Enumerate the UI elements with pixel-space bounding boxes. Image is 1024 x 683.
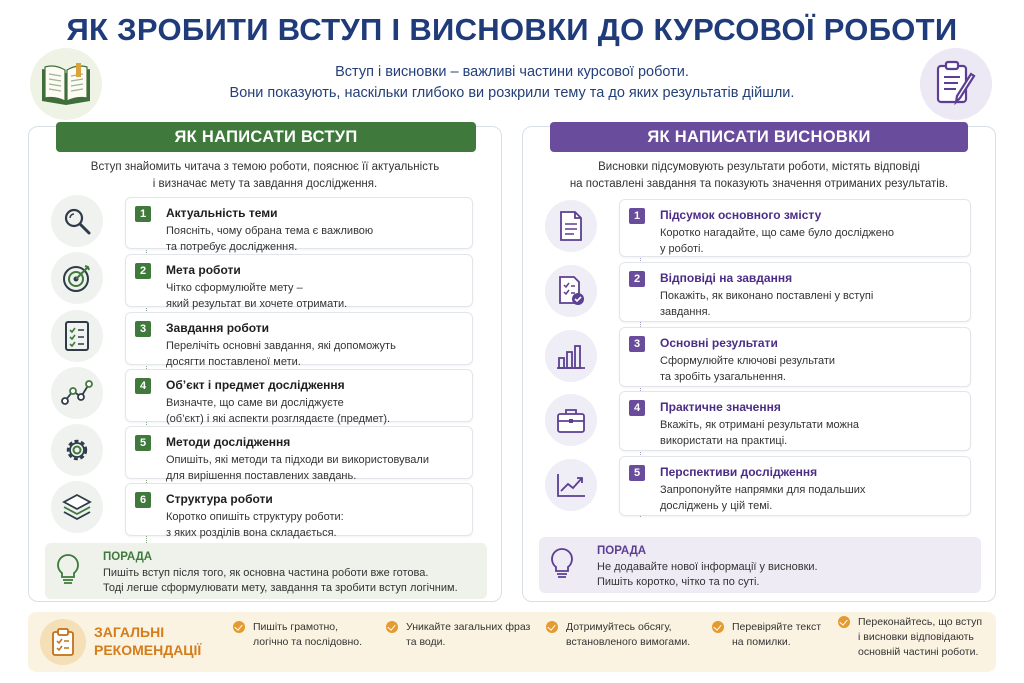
- step-description-line: Сформулюйте ключові результати: [660, 355, 836, 367]
- conclusion-step: [619, 327, 971, 387]
- step-description-line: Коротко опишіть структуру роботи:: [166, 511, 344, 523]
- step-title: Практичне значення: [660, 400, 781, 414]
- layers-icon: [51, 481, 103, 533]
- step-number: 4: [629, 400, 645, 416]
- step-description-line: та зробіть узагальнення.: [660, 371, 786, 383]
- subtitle-line: Вони показують, наскільки глибоко ви розкрили тему та до яких результатів дійшли.: [229, 85, 795, 101]
- step-number: 3: [629, 336, 645, 352]
- conclusion-tip: [539, 537, 981, 593]
- recommendation-line: основній частині роботи.: [858, 646, 979, 658]
- intro-line: на поставлені завдання та показують значення отриманих результатів.: [569, 178, 949, 190]
- bar-chart-icon: [545, 330, 597, 382]
- intro-line: Вступ знайомить читача з темою роботи, пояснює її актуальність: [90, 161, 440, 173]
- subtitle-line: Вступ і висновки – важливі частини курсової роботи.: [335, 64, 689, 80]
- step-title: Основні результати: [660, 336, 778, 350]
- step-description: [166, 509, 462, 541]
- recommendations-title-line: РЕКОМЕНДАЦІЇ: [94, 642, 202, 658]
- conclusion-panel-description: [523, 159, 995, 193]
- recommendation-line: Уникайте загальних фраз: [406, 621, 531, 633]
- step-number: 6: [135, 492, 151, 508]
- recommendation-text: [858, 615, 982, 660]
- tip-line: Пишіть коротко, чітко та по суті.: [597, 576, 760, 588]
- step-description: [166, 223, 462, 255]
- open-book-icon: [30, 48, 102, 120]
- checked-document-icon: [545, 265, 597, 317]
- step-description-line: Перелічіть основні завдання, які допоможуть: [166, 340, 396, 352]
- step-title: Методи дослідження: [166, 435, 291, 449]
- nodes-icon: [51, 367, 103, 419]
- page-title: ЯК ЗРОБИТИ ВСТУП І ВИСНОВКИ ДО КУРСОВОЇ РОБОТИ: [66, 12, 958, 47]
- check-icon: [838, 616, 850, 628]
- magnifier-icon: [51, 195, 103, 247]
- step-description: [660, 353, 960, 385]
- intro-step: [125, 197, 473, 253]
- recommendation-line: та води.: [406, 636, 446, 648]
- recommendation-line: встановленого вимогами.: [566, 636, 691, 648]
- intro-line: Висновки підсумовують результати роботи, містять відповіді: [598, 161, 920, 173]
- step-number: 5: [629, 465, 645, 481]
- recommendation-line: на помилки.: [732, 636, 791, 648]
- check-icon: [712, 621, 724, 633]
- intro-tip: [45, 543, 487, 599]
- intro-panel-title: ЯК НАПИСАТИ ВСТУП: [56, 122, 476, 152]
- step-description: [166, 280, 462, 312]
- clipboard-pen-icon: [920, 48, 992, 120]
- intro-panel: [28, 126, 502, 602]
- step-title: Мета роботи: [166, 263, 241, 277]
- recommendation-line: Пишіть грамотно,: [253, 621, 339, 633]
- page-subtitle: [0, 62, 1024, 104]
- recommendation-text: [732, 620, 821, 650]
- lightbulb-icon: [55, 553, 81, 587]
- step-description-line: та потребує дослідження.: [166, 241, 298, 253]
- recommendations-title: [94, 623, 214, 659]
- tip-text: [597, 560, 818, 590]
- step-description-line: Поясніть, чому обрана тема є важливою: [166, 225, 374, 237]
- step-description: [166, 338, 462, 370]
- target-icon: [51, 252, 103, 304]
- tip-line: Тоді легше сформулювати мету, завдання та зробити вступ логічним.: [103, 582, 458, 594]
- step-title: Відповіді на завдання: [660, 271, 793, 285]
- tip-line: Пишіть вступ після того, як основна частина роботи вже готова.: [103, 567, 429, 579]
- step-description-line: використати на практиці.: [660, 435, 788, 447]
- step-number: 5: [135, 435, 151, 451]
- step-description-line: досліджень у цій темі.: [660, 500, 773, 512]
- step-description-line: Покажіть, як виконано поставлені у вступі: [660, 290, 874, 302]
- step-description-line: Чітко сформулюйте мету –: [166, 282, 303, 294]
- step-description-line: Визначте, що саме ви досліджуєте: [166, 397, 344, 409]
- intro-line: і визначає мету та завдання дослідження.: [152, 178, 378, 190]
- step-description-line: (об’єкт) і які аспекти розглядаєте (предмет).: [166, 413, 391, 425]
- recommendation-line: Перевіряйте текст: [732, 621, 821, 633]
- intro-step: [125, 369, 473, 425]
- growth-chart-icon: [545, 459, 597, 511]
- recommendation-text: [406, 620, 530, 650]
- check-icon: [546, 621, 558, 633]
- step-number: 3: [135, 321, 151, 337]
- conclusion-step: [619, 456, 971, 516]
- step-number: 2: [629, 271, 645, 287]
- recommendation-line: і висновки відповідають: [858, 631, 974, 643]
- conclusion-panel-title: ЯК НАПИСАТИ ВИСНОВКИ: [550, 122, 968, 152]
- step-title: Завдання роботи: [166, 321, 270, 335]
- step-description-line: для вирішення поставлених завдань.: [166, 470, 357, 482]
- step-description: [660, 225, 960, 257]
- tip-line: Не додавайте нової інформації у висновки.: [597, 561, 818, 573]
- recommendation-line: Переконайтесь, що вступ: [858, 616, 983, 628]
- step-description: [166, 395, 462, 427]
- clipboard-icon: [40, 619, 86, 665]
- recommendations-title-line: ЗАГАЛЬНІ: [94, 624, 165, 640]
- step-number: 1: [135, 206, 151, 222]
- step-description: [660, 482, 960, 514]
- step-description: [660, 288, 960, 320]
- step-title: Об’єкт і предмет дослідження: [166, 378, 345, 392]
- step-description: [660, 417, 960, 449]
- tip-title: ПОРАДА: [597, 545, 647, 557]
- intro-step: [125, 254, 473, 310]
- checklist-icon: [51, 310, 103, 362]
- step-number: 1: [629, 208, 645, 224]
- general-recommendations: [28, 612, 996, 672]
- tip-text: [103, 566, 458, 596]
- step-number: 2: [135, 263, 151, 279]
- conclusion-step: [619, 391, 971, 451]
- step-description-line: Вкажіть, як отримані результати можна: [660, 419, 860, 431]
- step-title: Структура роботи: [166, 492, 273, 506]
- document-icon: [545, 200, 597, 252]
- recommendation-text: [566, 620, 690, 650]
- conclusion-step: [619, 199, 971, 257]
- gear-icon: [51, 424, 103, 476]
- step-description-line: який результат ви хочете отримати.: [166, 298, 348, 310]
- recommendation-line: логічно та послідовно.: [253, 636, 363, 648]
- recommendation-line: Дотримуйтесь обсягу,: [566, 621, 672, 633]
- intro-step: [125, 483, 473, 539]
- step-description-line: у роботі.: [660, 243, 704, 255]
- tip-title: ПОРАДА: [103, 551, 153, 563]
- conclusion-step: [619, 262, 971, 322]
- step-title: Перспективи дослідження: [660, 465, 818, 479]
- step-description-line: Коротко нагадайте, що саме було досліджено: [660, 227, 895, 239]
- intro-step: [125, 426, 473, 482]
- step-title: Актуальність теми: [166, 206, 278, 220]
- intro-panel-description: [29, 159, 501, 193]
- lightbulb-icon: [549, 547, 575, 581]
- step-description: [166, 452, 462, 484]
- recommendation-text: [253, 620, 362, 650]
- conclusion-panel: [522, 126, 996, 602]
- briefcase-icon: [545, 394, 597, 446]
- check-icon: [386, 621, 398, 633]
- step-description-line: досягти поставленої мети.: [166, 356, 301, 368]
- step-number: 4: [135, 378, 151, 394]
- step-description-line: завдання.: [660, 306, 711, 318]
- step-title: Підсумок основного змісту: [660, 208, 822, 222]
- step-description-line: Запропонуйте напрямки для подальших: [660, 484, 866, 496]
- check-icon: [233, 621, 245, 633]
- step-description-line: Опишіть, які методи та підходи ви використовували: [166, 454, 429, 466]
- intro-step: [125, 312, 473, 368]
- step-description-line: з яких розділів вона складається.: [166, 527, 337, 539]
